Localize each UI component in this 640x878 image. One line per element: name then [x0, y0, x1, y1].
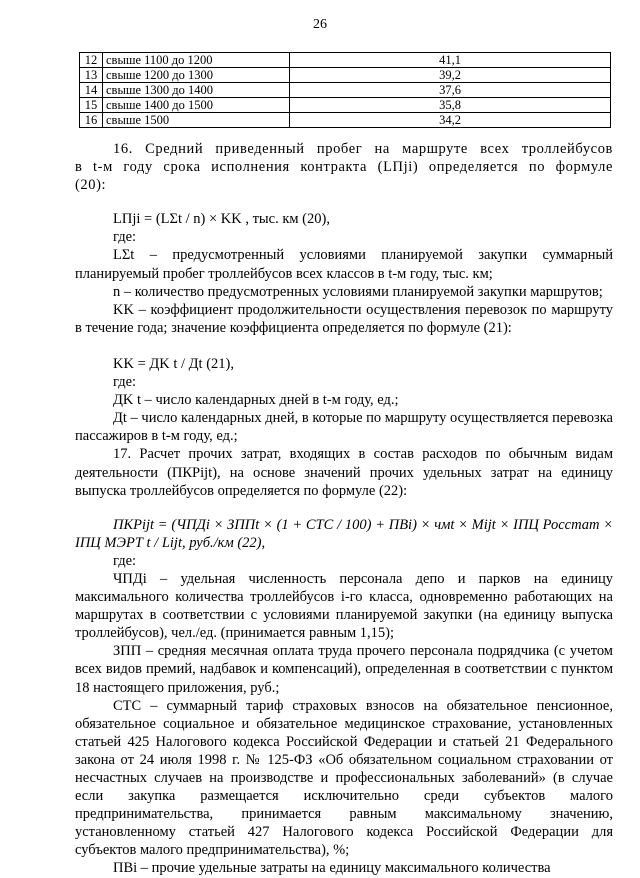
definition-dkt: ДK t – число календарных дней в t-м году, ед.; — [113, 392, 399, 409]
row-value: 37,6 — [290, 83, 611, 98]
where-label: где: — [113, 229, 137, 246]
table-row — [80, 68, 611, 83]
row-number: 15 — [80, 98, 103, 113]
row-number: 13 — [80, 68, 103, 83]
formula-20: LПji = (LΣt / n) × KK , тыс. км (20), — [113, 211, 330, 228]
definition-ctc: CTC – суммарный тариф страховых взносов на обязательное пенсионное, обязательное социальное и обязательное медицинское страхование, установленных статьей 425 Налогового кодекса Российской Федерации и статьей 21 Федерального закона от 24 июля 1998 г. № 125-ФЗ «Об обязательном социальном страховании от несчастных случаев на производстве и профессиональных заболеваний» (в случае если закупка размещается исключительно среди субъектов малого предпринимательства, принимается равным максимальному значению, установленному статьей 427 Налогового кодекса Российской Федерации для субъектов малого предпринимательства), %; — [75, 697, 613, 859]
paragraph-17: 17. Расчет прочих затрат, входящих в состав расходов по обычным видам деятельности (ПКРijt), на основе значений прочих удельных затрат на единицу выпуска троллейбусов определяется по формуле (22): — [75, 446, 613, 499]
page-number: 26 — [313, 17, 327, 32]
paragraph-16: 16. Средний приведенный пробег на маршруте всех троллейбусов в t-м году срока исполнения контракта (LПji) определяется по формуле (20): — [75, 141, 613, 194]
row-number: 12 — [80, 53, 103, 68]
definition-l-sum: LΣt – предусмотренный условиями планируемой закупки суммарный планируемый пробег троллейбусов всех классов в t-м году, тыс. км; — [75, 247, 613, 282]
table-row — [80, 83, 611, 98]
row-value: 39,2 — [290, 68, 611, 83]
definition-pv: ПВi – прочие удельные затраты на единицу максимального количества — [113, 860, 551, 877]
definition-chpd: ЧПДi – удельная численность персонала депо и парков на единицу максимального количества троллейбусов i-го класса, одновременно работающих на маршрутах в соответствии с условиями планируемой закупки (на единицу выпуска троллейбусов), чел./ед. (принимается равным 1,15); — [75, 570, 613, 642]
tariff-table — [79, 52, 611, 128]
row-value: 34,2 — [290, 113, 611, 128]
row-range: свыше 1500 — [103, 113, 290, 128]
row-number: 16 — [80, 113, 103, 128]
row-value: 35,8 — [290, 98, 611, 113]
row-range: свыше 1200 до 1300 — [103, 68, 290, 83]
formula-21: KK = ДK t / Дt (21), — [113, 355, 234, 372]
row-number: 14 — [80, 83, 103, 98]
definition-dt: Дt – число календарных дней, в которые по маршруту осуществляется перевозка пассажиров в t-м году, ед.; — [75, 410, 613, 445]
definition-zpp: ЗПП – средняя месячная оплата труда прочего персонала подрядчика (с учетом всех видов премий, надбавок и компенсаций), определенная в соответствии с пунктом 18 настоящего приложения, руб.; — [75, 643, 613, 696]
where-label: где: — [113, 552, 137, 569]
row-range: свыше 1100 до 1200 — [103, 53, 290, 68]
document-body — [75, 140, 613, 878]
definition-n: n – количество предусмотренных условиями планируемой закупки маршрутов; — [113, 283, 603, 300]
table-row — [80, 113, 611, 128]
row-range: свыше 1300 до 1400 — [103, 83, 290, 98]
where-label: где: — [113, 374, 137, 391]
row-range: свыше 1400 до 1500 — [103, 98, 290, 113]
row-value: 41,1 — [290, 53, 611, 68]
table-row — [80, 98, 611, 113]
table-row — [80, 53, 611, 68]
definition-kk: KK – коэффициент продолжительности осуществления перевозок по маршруту в течение года; значение коэффициента определяется по формуле (21): — [75, 301, 613, 336]
formula-22: ПКРijt = (ЧПДi × ЗППt × (1 + CTC / 100) + ПВi) × чмt × Mijt × IПЦ Росстат × IПЦ МЭРТ t / Lijt, руб./км (22), — [75, 516, 613, 551]
